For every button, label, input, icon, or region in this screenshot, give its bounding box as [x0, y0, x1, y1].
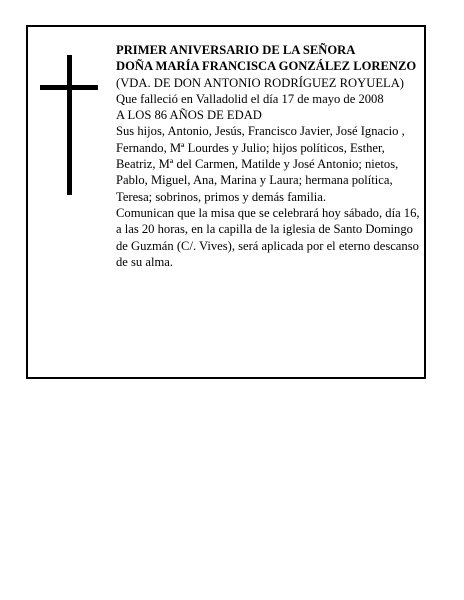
cross-icon	[40, 55, 98, 195]
obituary-notice	[26, 25, 426, 379]
widow-note: (VDA. DE DON ANTONIO RODRÍGUEZ ROYUELA)	[116, 75, 404, 90]
age-line: A LOS 86 AÑOS DE EDAD	[116, 108, 262, 123]
deceased-name: DOÑA MARÍA FRANCISCA GONZÁLEZ LORENZO	[116, 59, 417, 74]
death-info: Que falleció en Valladolid el día 17 de mayo de 2008	[116, 91, 384, 106]
cross-vertical-bar	[67, 55, 72, 195]
notice-heading-line1: PRIMER ANIVERSARIO DE LA SEÑORA	[116, 43, 356, 57]
notice-text	[116, 42, 420, 270]
mass-announcement: Comunican que la misa que se celebrará hoy sábado, día 16, a las 20 horas, en la capilla de la iglesia de Santo Domingo de Guzmán (C/. Vives), será aplicada por el eterno descanso de su alma.	[116, 205, 420, 269]
cross-horizontal-bar	[40, 85, 98, 90]
family-paragraph: Sus hijos, Antonio, Jesús, Francisco Javier, José Ignacio , Fernando, Mª Lourdes y Julio; hijos políticos, Esther, Beatriz, Mª del Carmen, Matilde y José Antonio; nietos, Pablo, Miguel, Ana, Marina y Laura; hermana política, Teresa; sobrinos, primos y demás familia.	[116, 124, 405, 204]
